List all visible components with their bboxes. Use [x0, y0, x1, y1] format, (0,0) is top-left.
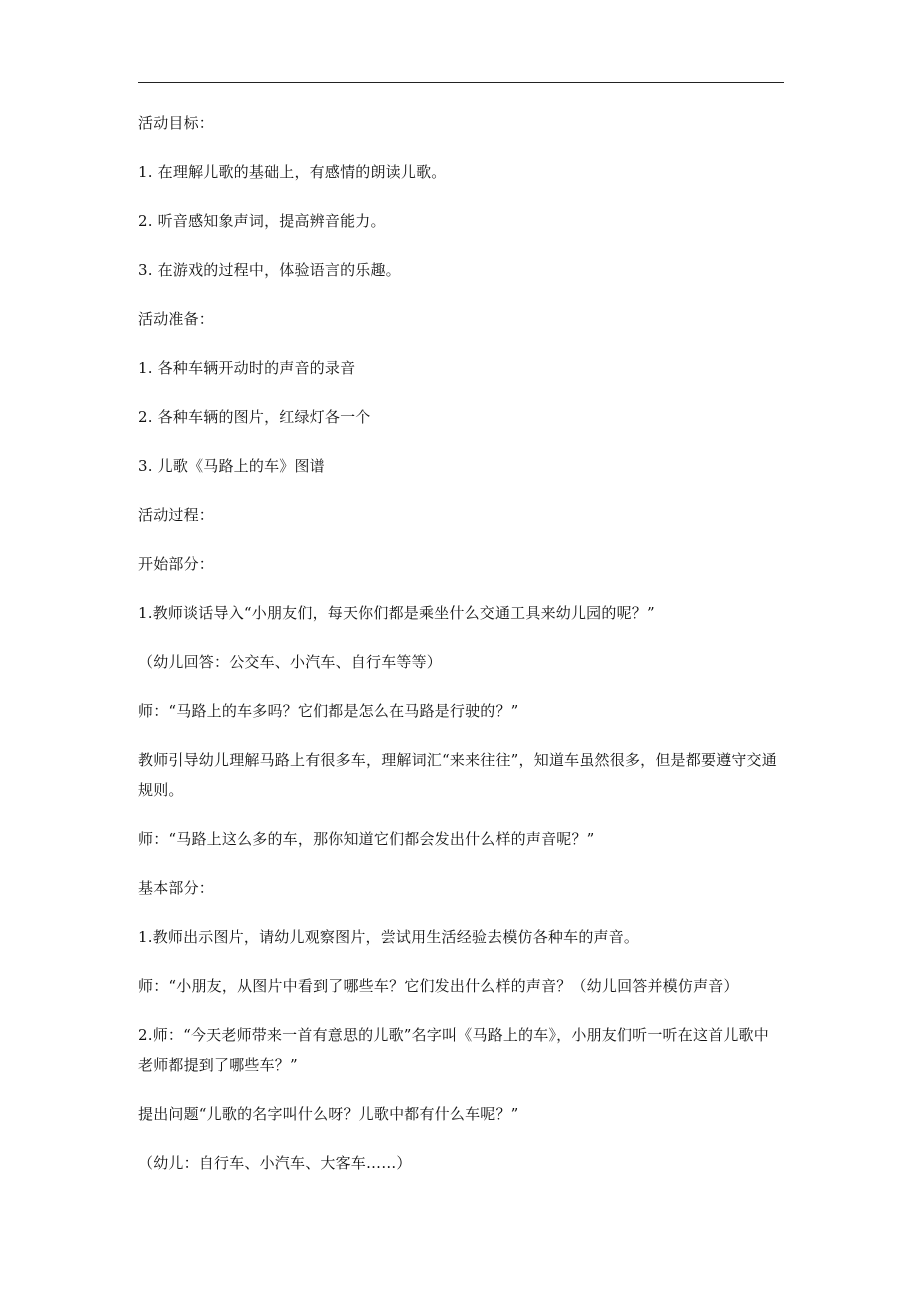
- paragraph-gap: [138, 285, 784, 304]
- goal-item-3: 3. 在游戏的过程中，体验语言的乐趣。: [138, 261, 401, 279]
- paragraph-gap: [138, 334, 784, 353]
- paragraph-gap: [138, 236, 784, 255]
- paragraph-gap: [138, 138, 784, 157]
- section-heading-goals: 活动目标：: [138, 114, 215, 132]
- paragraph-gap: [138, 579, 784, 598]
- preparation-item-2: 2. 各种车辆的图片，红绿灯各一个: [138, 408, 371, 426]
- paragraph-gap: [138, 1080, 784, 1099]
- document-body: [138, 108, 784, 1178]
- subsection-heading-opening: 开始部分：: [138, 555, 215, 573]
- preparation-item-1: 1. 各种车辆开动时的声音的录音: [138, 359, 356, 377]
- paragraph-gap: [138, 432, 784, 451]
- paragraph-gap: [138, 903, 784, 922]
- paragraph-gap: [138, 481, 784, 500]
- process-paragraph: 师：“马路上这么多的车，那你知道它们都会发出什么样的声音呢？”: [138, 830, 595, 848]
- process-paragraph: 提出问题“儿歌的名字叫什么呀？儿歌中都有什么车呢？”: [138, 1105, 519, 1123]
- paragraph-gap: [138, 1129, 784, 1148]
- paragraph-gap: [138, 628, 784, 647]
- goal-item-2: 2. 听音感知象声词，提高辨音能力。: [138, 212, 386, 230]
- preparation-item-3: 3. 儿歌《马路上的车》图谱: [138, 457, 325, 475]
- paragraph-gap: [138, 726, 784, 745]
- process-paragraph: 师：“马路上的车多吗？它们都是怎么在马路是行驶的？”: [138, 702, 519, 720]
- goal-item-1: 1. 在理解儿歌的基础上，有感情的朗读儿歌。: [138, 163, 447, 181]
- paragraph-gap: [138, 187, 784, 206]
- process-paragraph: （幼儿：自行车、小汽车、大客车……）: [138, 1154, 412, 1172]
- paragraph-gap: [138, 1001, 784, 1020]
- paragraph-gap: [138, 805, 784, 824]
- process-paragraph: 2.师：“今天老师带来一首有意思的儿歌”名字叫《马路上的车》，小朋友们听一听在这首儿歌中老师都提到了哪些车？”: [138, 1026, 769, 1074]
- process-paragraph: 1.教师出示图片，请幼儿观察图片，尝试用生活经验去模仿各种车的声音。: [138, 928, 640, 946]
- process-paragraph: 1.教师谈话导入“小朋友们，每天你们都是乘坐什么交通工具来幼儿园的呢？”: [138, 604, 655, 622]
- paragraph-gap: [138, 383, 784, 402]
- process-paragraph: 教师引导幼儿理解马路上有很多车，理解词汇“来来往往”，知道车虽然很多，但是都要遵守交通规则。: [138, 751, 777, 799]
- subsection-heading-basic: 基本部分：: [138, 879, 215, 897]
- paragraph-gap: [138, 677, 784, 696]
- header-rule: [138, 82, 784, 83]
- paragraph-gap: [138, 530, 784, 549]
- paragraph-gap: [138, 854, 784, 873]
- process-paragraph: （幼儿回答：公交车、小汽车、自行车等等）: [138, 653, 443, 671]
- section-heading-process: 活动过程：: [138, 506, 215, 524]
- section-heading-preparation: 活动准备：: [138, 310, 215, 328]
- paragraph-gap: [138, 952, 784, 971]
- process-paragraph: 师：“小朋友，从图片中看到了哪些车？它们发出什么样的声音？（幼儿回答并模仿声音）: [138, 977, 739, 995]
